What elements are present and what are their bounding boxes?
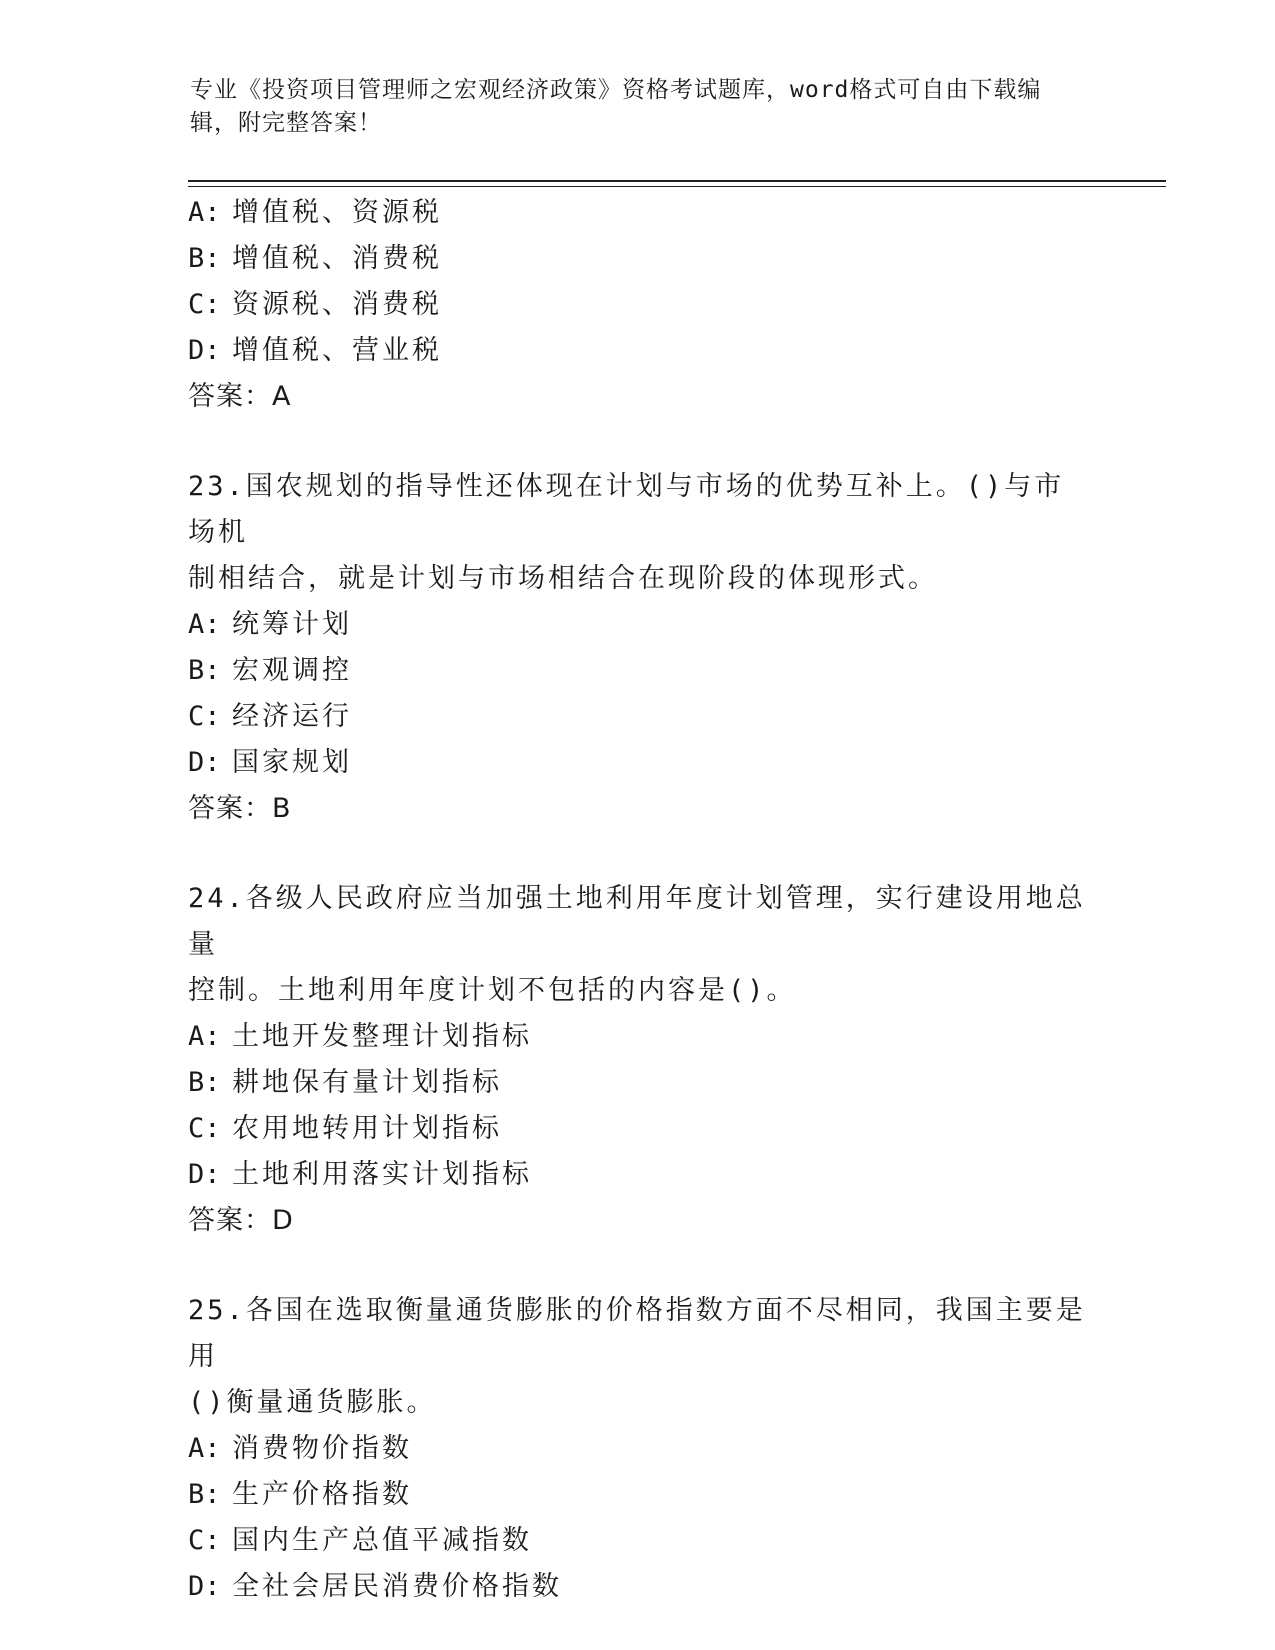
header-divider-thick — [188, 180, 1166, 182]
answer-22: 答案：A — [188, 381, 292, 412]
question-24-text-line-1: 24.各级人民政府应当加强土地利用年度计划管理，实行建设用地总量 — [188, 883, 1086, 960]
option-d: D: 国家规划 — [188, 747, 352, 778]
option-b: B: 宏观调控 — [188, 655, 352, 686]
option-d: D: 全社会居民消费价格指数 — [188, 1571, 562, 1602]
question-25-text-line-2: ()衡量通货膨胀。 — [188, 1387, 437, 1418]
option-a: A: 消费物价指数 — [188, 1433, 412, 1464]
document-header — [190, 74, 1090, 140]
question-23-text-line-1: 23.国农规划的指导性还体现在计划与市场的优势互补上。()与市场机 — [188, 471, 1065, 548]
answer-24: 答案：D — [188, 1205, 294, 1236]
option-c: C: 资源税、消费税 — [188, 289, 442, 320]
option-c: C: 农用地转用计划指标 — [188, 1113, 502, 1144]
question-24-text-line-2: 控制。土地利用年度计划不包括的内容是()。 — [188, 975, 797, 1006]
option-a: A: 土地开发整理计划指标 — [188, 1021, 532, 1052]
option-b: B: 耕地保有量计划指标 — [188, 1067, 502, 1098]
option-d: D: 土地利用落实计划指标 — [188, 1159, 532, 1190]
option-a: A: 增值税、资源税 — [188, 197, 442, 228]
option-b: B: 生产价格指数 — [188, 1479, 412, 1510]
header-divider-thin — [188, 186, 1166, 187]
header-line-2: 辑，附完整答案！ — [190, 110, 382, 136]
question-22-options — [188, 190, 1088, 420]
question-24 — [188, 876, 1088, 1244]
question-25-text-line-1: 25.各国在选取衡量通货膨胀的价格指数方面不尽相同，我国主要是用 — [188, 1295, 1086, 1372]
option-a: A: 统筹计划 — [188, 609, 352, 640]
document-body — [188, 190, 1088, 1610]
option-c: C: 经济运行 — [188, 701, 352, 732]
option-b: B: 增值税、消费税 — [188, 243, 442, 274]
header-line-1: 专业《投资项目管理师之宏观经济政策》资格考试题库，word格式可自由下载编 — [190, 77, 1042, 103]
question-23 — [188, 464, 1088, 832]
question-23-text-line-2: 制相结合，就是计划与市场相结合在现阶段的体现形式。 — [188, 563, 938, 594]
option-d: D: 增值税、营业税 — [188, 335, 442, 366]
option-c: C: 国内生产总值平减指数 — [188, 1525, 532, 1556]
answer-23: 答案：B — [188, 793, 292, 824]
question-25 — [188, 1288, 1088, 1610]
